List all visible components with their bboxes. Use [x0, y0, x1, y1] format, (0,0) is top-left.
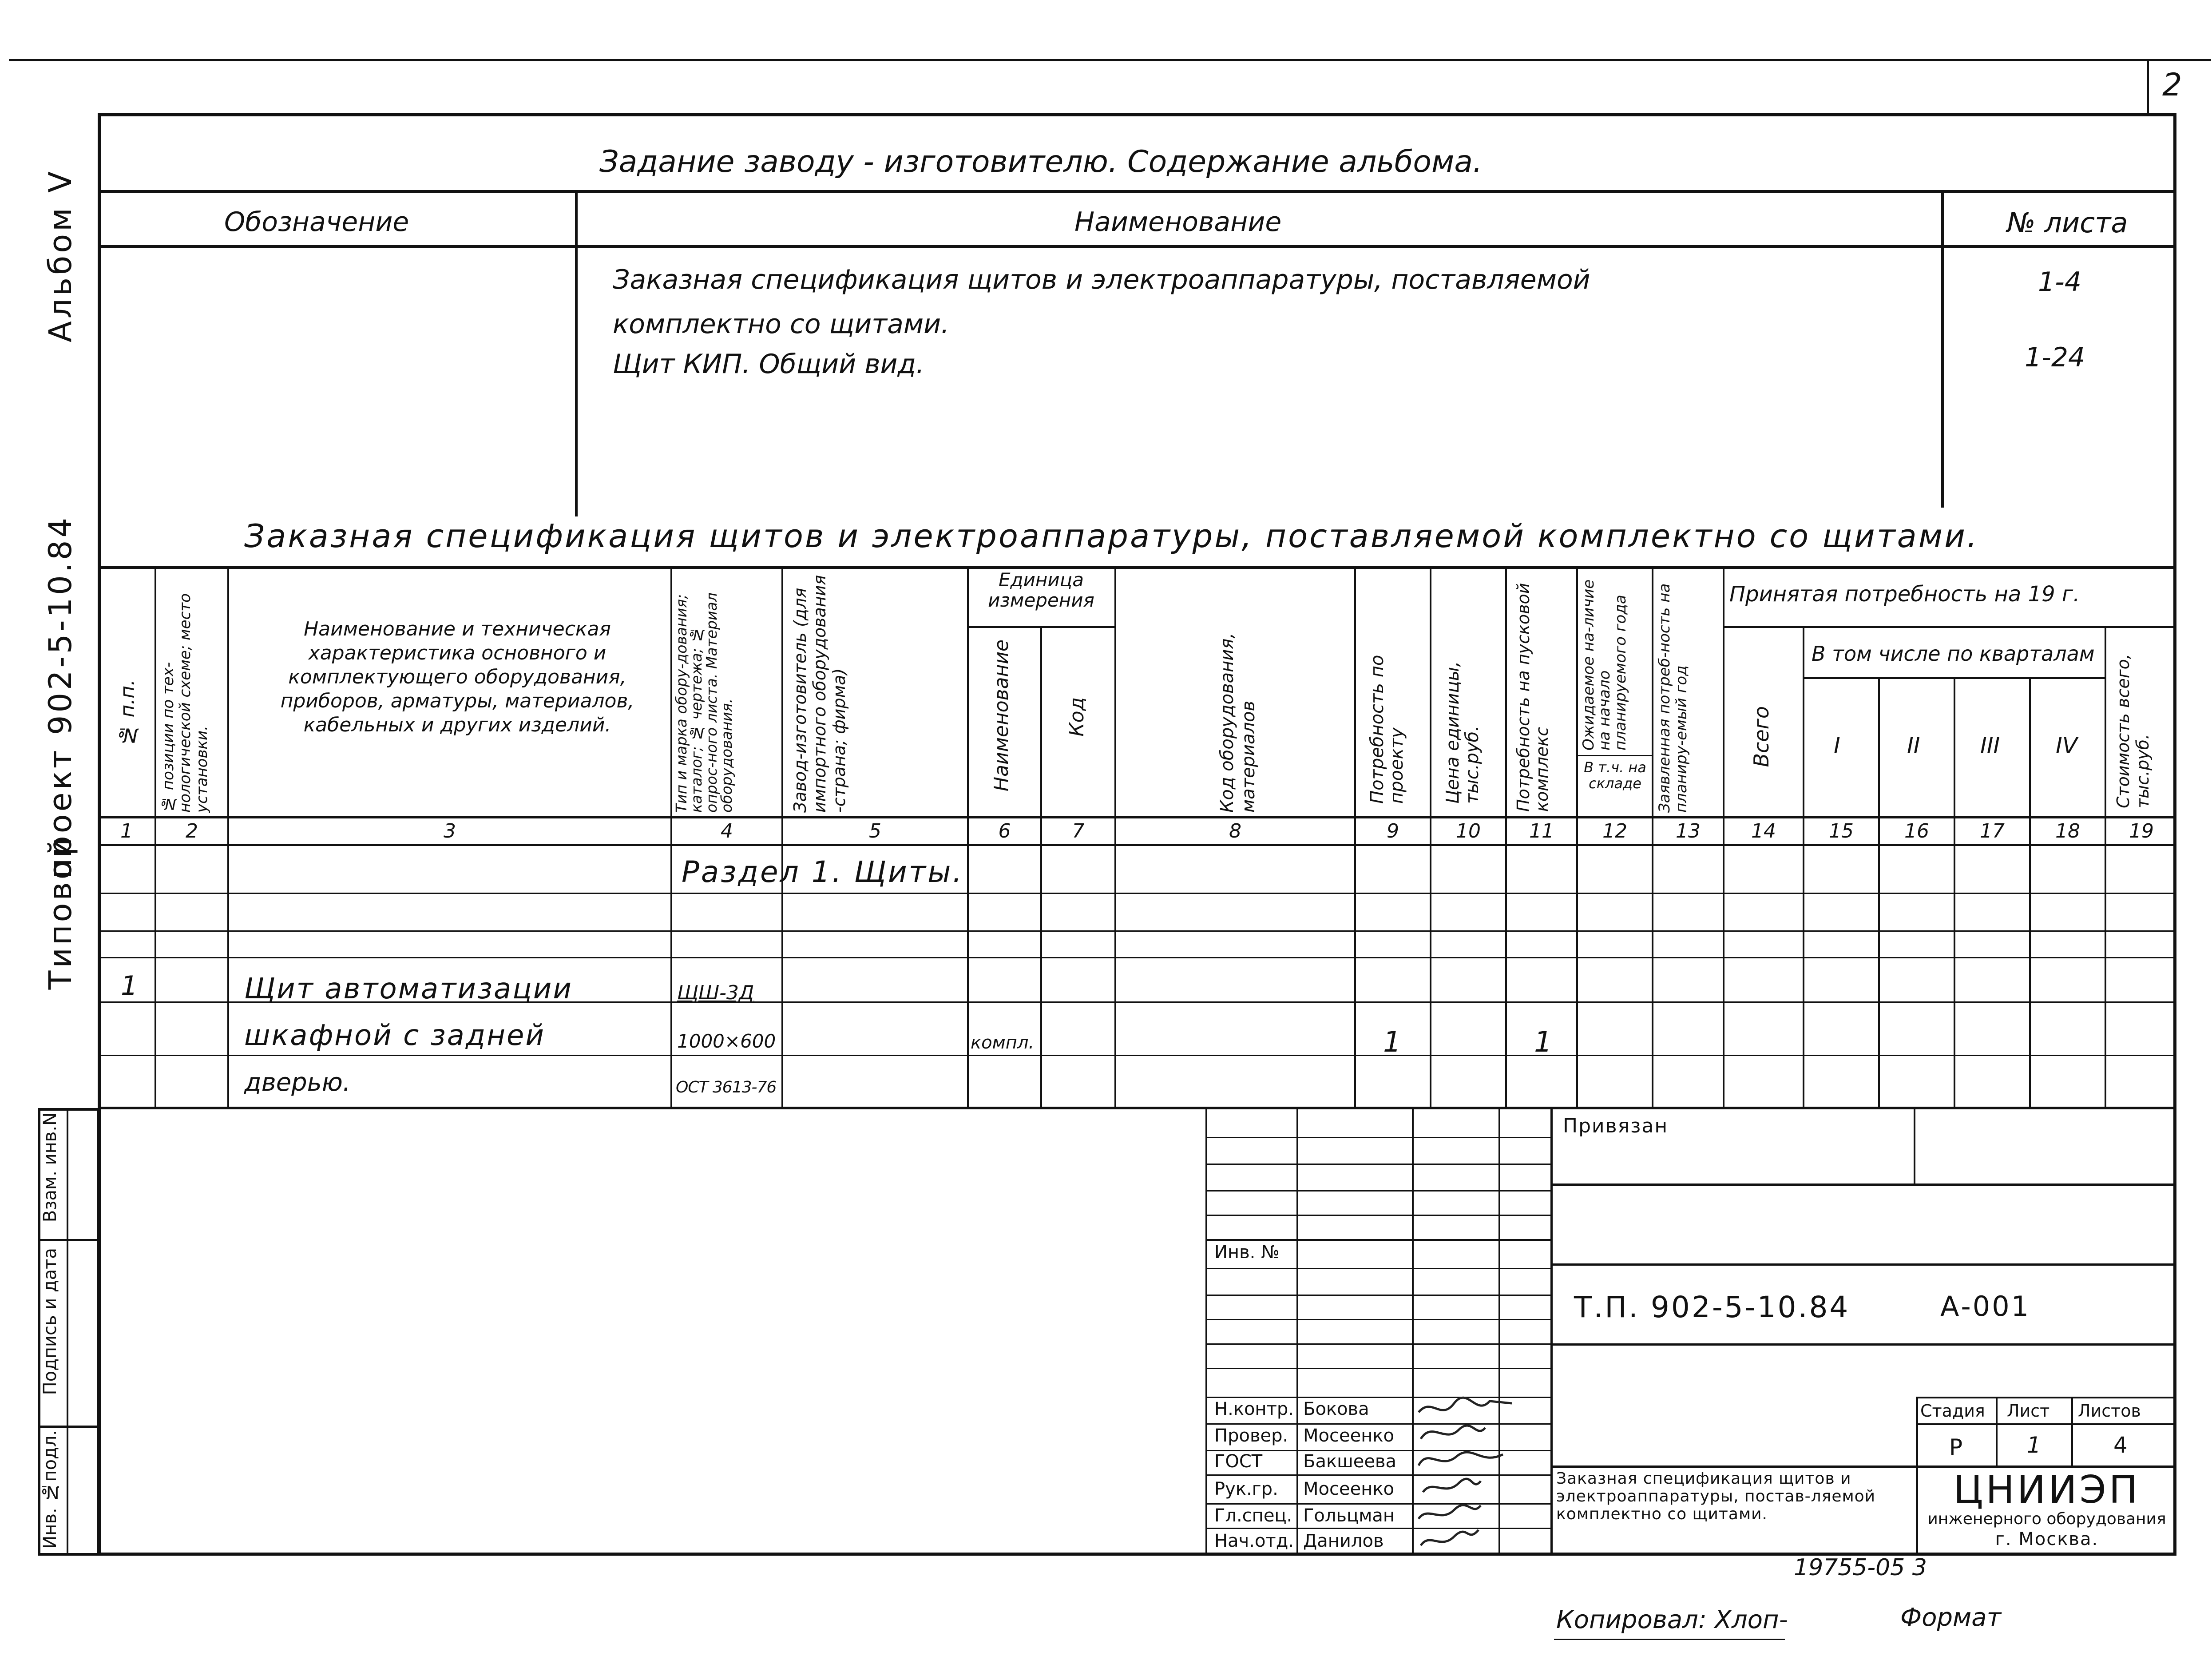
org-sub-1: инженерного оборудования: [1927, 1510, 2166, 1528]
col-num-18: 18: [2055, 820, 2080, 842]
col-num-5: 5: [869, 820, 881, 842]
stamp-label-sign: Подпись и дата: [40, 1248, 60, 1395]
name-1: Бокова: [1303, 1399, 1369, 1419]
stamp-inv-no: Инв. №: [1214, 1242, 1280, 1263]
header-name: Наименование: [1074, 207, 1282, 238]
item-type-line-3: ОСТ 3613-76: [676, 1078, 777, 1096]
margin-album: Альбом V: [42, 169, 79, 342]
col-num-3: 3: [444, 820, 456, 842]
item-unit: компл.: [971, 1033, 1035, 1053]
stamp-label-replace: Взам. инв.N: [40, 1112, 60, 1223]
col-num-13: 13: [1676, 820, 1701, 842]
col-num-8: 8: [1229, 820, 1241, 842]
role-5: Гл.спец.: [1214, 1505, 1292, 1526]
col-header-8: Код оборудования, материалов: [1217, 632, 1259, 813]
archive-number: 19755-05 3: [1794, 1554, 1927, 1581]
col-num-19: 19: [2129, 820, 2154, 842]
col-header-15: I: [1834, 733, 1840, 759]
stamp-stage: Р: [1949, 1434, 1963, 1460]
sheet-number: 2: [2162, 67, 2182, 103]
org-name: ЦНИИЭП: [1953, 1468, 2141, 1512]
section-title: Раздел 1. Щиты.: [682, 855, 964, 889]
col-num-7: 7: [1072, 820, 1085, 842]
col-header-6: Наименование: [990, 639, 1013, 791]
col-header-9: Потребность по проекту: [1367, 655, 1407, 804]
stamp-sheet-code: А-001: [1940, 1290, 2031, 1323]
col-header-18: IV: [2056, 733, 2077, 759]
col-header-14: Всего: [1749, 706, 1773, 767]
role-1: Н.контр.: [1214, 1399, 1294, 1419]
contents-row-2-sheet: 1-24: [2025, 342, 2085, 373]
header-designation: Обозначение: [224, 207, 409, 238]
col-header-3: Наименование и техническая характеристика основного и комплектующего оборудования, приборов, арматуры, материалов, кабельных и других изделий.: [280, 618, 634, 736]
copied-by: Копировал: Хлоп-: [1556, 1605, 1788, 1634]
stamp-description: Заказная спецификация щитов и электроаппаратуры, постав-ляемой комплектно со щитами.: [1556, 1469, 1876, 1523]
col-num-9: 9: [1387, 820, 1399, 842]
col-header-17: III: [1980, 733, 2000, 759]
item-name-line-1: Щит автоматизации: [244, 973, 573, 1005]
col-header-13: Заявленная потреб-ность на планиру-емый год: [1656, 583, 1690, 813]
contents-row-2-name: Щит КИП. Общий вид.: [613, 349, 925, 380]
col-header-12: Ожидаемое на-личие на начало планируемого года: [1580, 579, 1629, 751]
col-header-1: № п.п.: [116, 679, 139, 747]
col-num-16: 16: [1904, 820, 1929, 842]
col-num-4: 4: [721, 820, 733, 842]
col-num-15: 15: [1829, 820, 1854, 842]
col-num-6: 6: [998, 820, 1011, 842]
margin-typical: Типовой: [42, 835, 79, 990]
name-6: Данилов: [1303, 1531, 1384, 1551]
role-2: Провер.: [1214, 1426, 1288, 1446]
format-label: Формат: [1900, 1603, 2002, 1632]
stamp-stage-label: Стадия: [1920, 1401, 1985, 1421]
stamp-sheet-label: Лист: [2007, 1401, 2050, 1421]
stamp-sheet: 1: [2027, 1432, 2041, 1458]
col-header-10: Цена единицы, тыс.руб.: [1443, 661, 1483, 804]
contents-title: Задание заводу - изготовителю. Содержание альбома.: [599, 144, 1483, 179]
col-header-2: № позиции по тех-нологической схеме; место установки.: [159, 593, 211, 813]
col-header-unit: Единица измерения: [988, 569, 1094, 611]
col-num-17: 17: [1980, 820, 2005, 842]
col-num-10: 10: [1456, 820, 1481, 842]
col-header-16: II: [1907, 733, 1920, 759]
col-header-12b: В т.ч. на складе: [1584, 759, 1646, 792]
item-type-line-1: ЩШ-3Д: [677, 981, 754, 1004]
contents-row-1-sheet: 1-4: [2038, 266, 2081, 298]
stamp-doc-code: Т.П. 902-5-10.84: [1574, 1290, 1850, 1324]
col-num-14: 14: [1751, 820, 1776, 842]
col-num-12: 12: [1602, 820, 1627, 842]
name-4: Мосеенко: [1303, 1479, 1394, 1499]
role-4: Рук.гр.: [1214, 1479, 1278, 1499]
item-number: 1: [121, 970, 138, 1001]
col-num-2: 2: [186, 820, 198, 842]
col-num-1: 1: [120, 820, 133, 842]
role-3: ГОСТ: [1214, 1451, 1263, 1472]
name-5: Гольцман: [1303, 1505, 1395, 1526]
item-need-project: 1: [1383, 1026, 1401, 1059]
name-2: Мосеенко: [1303, 1426, 1394, 1446]
role-6: Нач.отд.: [1214, 1531, 1294, 1551]
col-header-4: Тип и марка обору-дования; каталог; № чертежа; № опрос-ного листа. Материал оборудования.: [673, 592, 735, 813]
stamp-label-inv: Инв. №подл.: [40, 1430, 60, 1549]
col-header-7: Код: [1066, 697, 1088, 737]
margin-project: проект 902-5-10.84: [42, 515, 79, 879]
col-header-accepted: Принятая потребность на 19 г.: [1729, 582, 2080, 607]
col-header-quarters: В том числе по кварталам: [1812, 642, 2095, 666]
item-name-line-3: дверью.: [244, 1068, 351, 1097]
stamp-linked: Привязан: [1563, 1115, 1669, 1137]
contents-row-1-line1: Заказная спецификация щитов и электроаппаратуры, поставляемой: [613, 264, 1590, 295]
col-num-11: 11: [1529, 820, 1554, 842]
header-sheet: № листа: [2007, 207, 2128, 239]
col-header-11: Потребность на пусковой комплекс: [1514, 583, 1552, 812]
spec-title: Заказная спецификация щитов и электроаппаратуры, поставляемой комплектно со щитами.: [244, 517, 1979, 555]
col-header-19: Стоимость всего, тыс.руб.: [2113, 654, 2153, 808]
item-need-launch: 1: [1534, 1026, 1552, 1059]
signatures-image: [1414, 1394, 1516, 1554]
stamp-sheets: 4: [2113, 1432, 2128, 1458]
contents-row-1-line2: комплектно со щитами.: [613, 309, 950, 340]
org-sub-2: г. Москва.: [1995, 1529, 2099, 1549]
stamp-sheets-label: Листов: [2078, 1401, 2141, 1421]
item-name-line-2: шкафной с задней: [244, 1019, 545, 1052]
col-header-5: Завод-изготовитель (для импортного оборудования -страна; фирма): [790, 575, 849, 813]
name-3: Бакшеева: [1303, 1451, 1397, 1472]
item-type-line-2: 1000×600: [677, 1030, 776, 1052]
